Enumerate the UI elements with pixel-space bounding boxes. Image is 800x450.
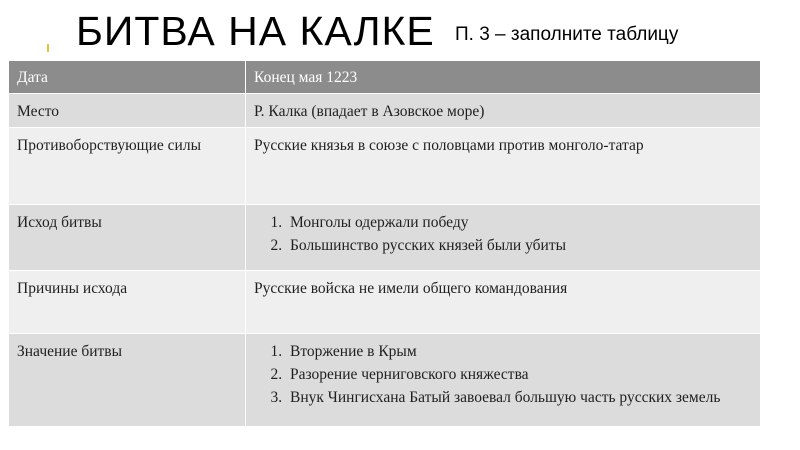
row-value-cell: [246, 205, 761, 271]
row-value-cell: Русские войска не имели общего командования: [246, 271, 761, 334]
row-label-cell: Противоборствующие силы: [9, 128, 246, 205]
table-header-row: [9, 61, 761, 94]
decorative-mark: [47, 44, 49, 52]
table-row: [9, 205, 761, 271]
table-row: [9, 128, 761, 205]
row-label-cell: Место: [9, 94, 246, 128]
list-item: 2. Разорение черниговского княжества: [286, 363, 752, 386]
list-item: 1. Вторжение в Крым: [286, 340, 752, 363]
table-row: [9, 271, 761, 334]
list-item: 1. Монголы одержали победу: [286, 211, 752, 234]
header-label-cell: Дата: [9, 61, 246, 94]
row-value-cell: Р. Калка (впадает в Азовское море): [246, 94, 761, 128]
row-label-cell: Причины исхода: [9, 271, 246, 334]
significance-list: [254, 340, 752, 409]
row-value-cell: [246, 334, 761, 427]
table-row: [9, 334, 761, 427]
battle-table: [8, 60, 761, 427]
table-row: [9, 94, 761, 128]
list-item: 2. Большинство русских князей были убиты: [286, 234, 752, 257]
row-label-cell: Исход битвы: [9, 205, 246, 271]
page-subtitle: П. 3 – заполните таблицу: [455, 24, 679, 45]
row-value-cell: Русские князья в союзе с половцами против монголо-татар: [246, 128, 761, 205]
list-item: 3. Внук Чингисхана Батый завоевал большую часть русских земель: [286, 386, 752, 409]
page-title: БИТВА НА КАЛКЕ: [76, 8, 435, 54]
outcome-list: [254, 211, 752, 257]
header-value-cell: Конец мая 1223: [246, 61, 761, 94]
row-label-cell: Значение битвы: [9, 334, 246, 427]
